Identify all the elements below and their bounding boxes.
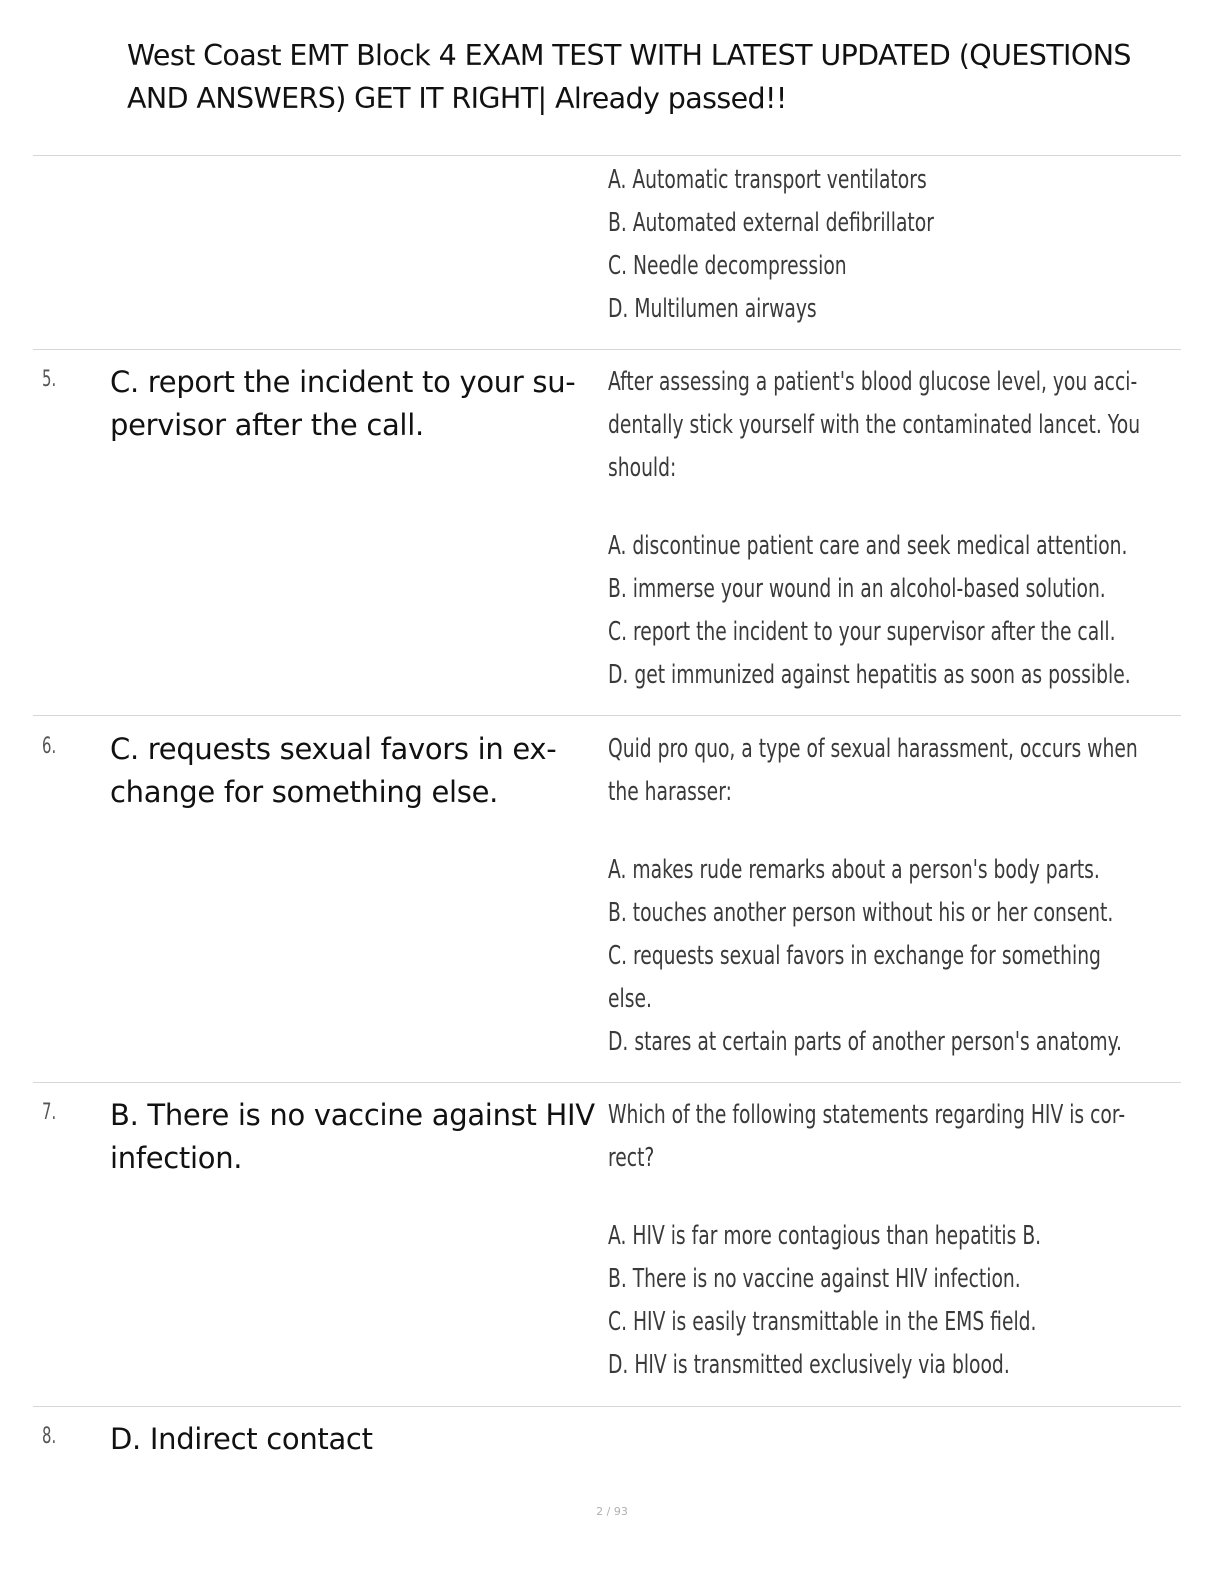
answer-line: C. requests sexual favors in ex- [110,732,557,766]
divider [33,1082,1181,1083]
entry-answer [110,1418,610,1461]
option-a: A. Automatic transport ventilators [608,165,927,195]
question-line: After assessing a patient's blood glucose level, you acci- [608,367,1138,397]
option-d: D. Multilumen airways [608,294,817,324]
answer-line: C. report the incident to your su- [110,365,576,399]
entry-number: 6. [42,734,57,759]
question-line: Which of the following statements regarding HIV is cor- [608,1100,1126,1130]
document-title-line-1: West Coast EMT Block 4 EXAM TEST WITH LATEST UPDATED (QUESTIONS [127,39,1131,72]
document-title-line-2: AND ANSWERS) GET IT RIGHT| Already passed!! [127,82,787,115]
option-b: B. immerse your wound in an alcohol-based solution. [608,574,1106,604]
option-b: B. touches another person without his or her consent. [608,898,1114,928]
entry-number: 8. [42,1424,57,1449]
entry-question [608,1094,1125,1387]
option-c: C. Needle decompression [608,251,847,281]
entry-4-options [608,159,934,331]
divider [33,1406,1181,1407]
question-line: should: [608,453,677,483]
answer-line: infection. [110,1141,243,1175]
question-line: dentally stick yourself with the contaminated lancet. You [608,410,1141,440]
question-line: rect? [608,1143,655,1173]
option-b: B. There is no vaccine against HIV infection. [608,1264,1021,1294]
option-c: C. report the incident to your supervisor after the call. [608,617,1116,647]
entry-answer [110,361,610,447]
divider [33,349,1181,350]
option-d: D. stares at certain parts of another person's anatomy. [608,1027,1122,1057]
question-line: Quid pro quo, a type of sexual harassment, occurs when [608,734,1138,764]
entry-number: 7. [42,1100,57,1125]
option-d: D. HIV is transmitted exclusively via blood. [608,1350,1010,1380]
option-c: C. HIV is easily transmittable in the EMS field. [608,1307,1037,1337]
entry-number: 5. [42,367,57,392]
document-title [127,34,1217,120]
answer-line: D. Indirect contact [110,1422,373,1456]
answer-line: change for something else. [110,775,499,809]
divider [33,715,1181,716]
answer-line: B. There is no vaccine against HIV [110,1098,595,1132]
entry-question [608,728,1138,1064]
divider [33,155,1181,156]
option-b: B. Automated external defibrillator [608,208,934,238]
entry-answer [110,728,610,814]
option-c: C. requests sexual favors in exchange for something [608,941,1101,971]
entry-answer [110,1094,610,1180]
option-d: D. get immunized against hepatitis as soon as possible. [608,660,1131,690]
option-a: A. discontinue patient care and seek medical attention. [608,531,1128,561]
page-indicator: 2 / 93 [596,1505,628,1518]
option-a: A. HIV is far more contagious than hepatitis B. [608,1221,1042,1251]
question-line: the harasser: [608,777,732,807]
option-c-continued: else. [608,984,652,1014]
entry-question [608,361,1140,697]
answer-line: pervisor after the call. [110,408,424,442]
option-a: A. makes rude remarks about a person's body parts. [608,855,1100,885]
